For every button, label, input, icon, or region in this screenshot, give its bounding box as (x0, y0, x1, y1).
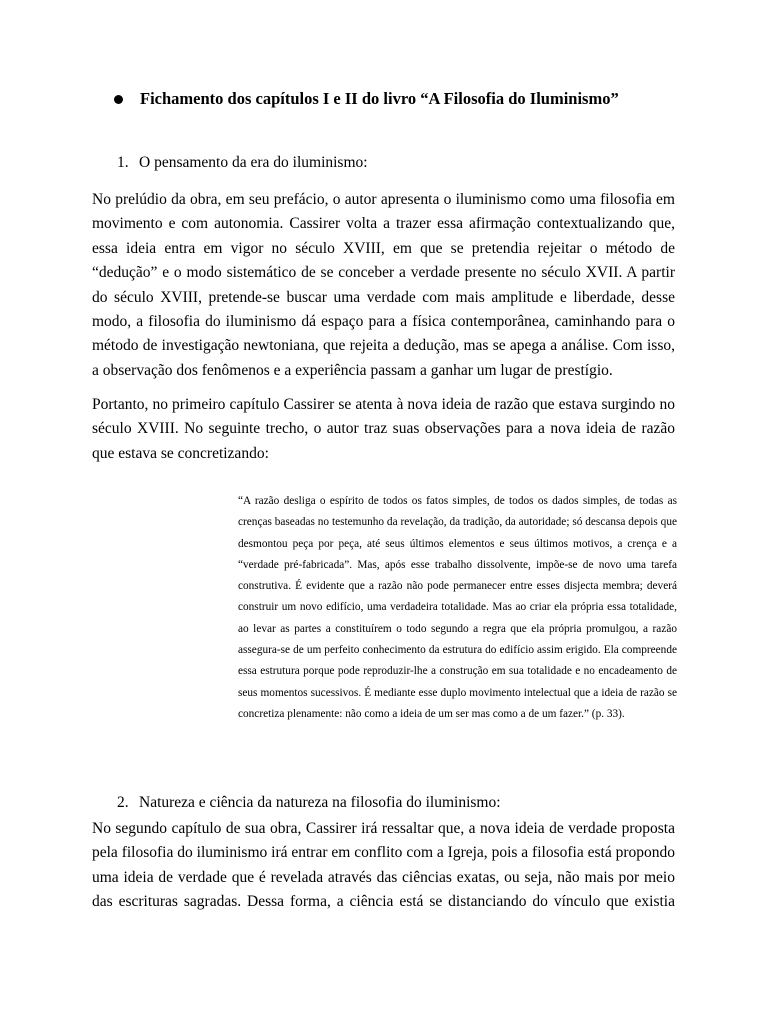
document-title-row (114, 89, 619, 109)
block-quote: “A razão desliga o espírito de todos os fatos simples, de todos os dados simples, de todas as crenças baseadas no testemunho da revelação, da tradição, da autoridade; só descansa depois que desmontou peça por peça, até seus últimos elementos e seus últimos motivos, a crença e a “verdade pré-fabricada”. Mas, após esse trabalho dissolvente, impõe-se de novo uma tarefa construtiva. É evidente que a razão não pode permanecer entre esses disjecta membra; deverá construir um novo edifício, uma verdadeira totalidade. Mas ao criar ela própria essa totalidade, ao levar as partes a constituírem o todo segundo a regra que ela própria promulgou, a razão assegura-se de um perfeito conhecimento da estrutura do edifício assim erigido. Ela compreende essa estrutura porque pode reproduzir-lhe a construção em sua totalidade e no encadeamento de seus momentos sucessivos. É mediante esse duplo movimento intelectual que a ideia de razão se concretiza plenamente: não como a ideia de um ser mas como a de um fazer.” (p. 33). (238, 495, 677, 720)
document-title: Fichamento dos capítulos I e II do livro “A Filosofia do Iluminismo” (140, 89, 619, 108)
section-1-title: O pensamento da era do iluminismo: (139, 154, 368, 171)
bullet-icon (114, 95, 123, 104)
section-2-paragraph-1: No segundo capítulo de sua obra, Cassirer irá ressaltar que, a nova ideia de verdade proposta pela filosofia do iluminismo irá entrar em conflito com a Igreja, pois a filosofia está propondo uma ideia de verdade que é revelada através das ciências exatas, ou seja, não mais por meio das escrituras sagradas. Dessa forma, a ciência está se distanciando do vínculo que existia (92, 820, 675, 911)
section-1-paragraph-1: No prelúdio da obra, em seu prefácio, o autor apresenta o iluminismo como uma filosofia em movimento e com autonomia. Cassirer volta a trazer essa afirmação contextualizando que, essa ideia entra em vigor no século XVIII, em que se pretendia rejeitar o método de “dedução” e o modo sistemático de se conceber a verdade presente no século XVII. A partir do século XVIII, pretende-se buscar uma verdade com mais amplitude e liberdade, desse modo, a filosofia do iluminismo dá espaço para a física contemporânea, caminhando para o método de investigação newtoniana, que rejeita a dedução, mas se apega a análise. Com isso, a observação dos fenômenos e a experiência passam a ganhar um lugar de prestígio. (92, 191, 675, 379)
section-1-heading (117, 154, 368, 172)
section-2-heading (117, 794, 501, 812)
section-2-title: Natureza e ciência da natureza na filosofia do iluminismo: (139, 794, 501, 811)
section-1-paragraph-2: Portanto, no primeiro capítulo Cassirer se atenta à nova ideia de razão que estava surgindo no século XVIII. No seguinte trecho, o autor traz suas observações para a nova ideia de razão que estava se concretizando: (92, 396, 675, 462)
section-1-number: 1. (117, 154, 129, 171)
section-2-number: 2. (117, 794, 129, 811)
